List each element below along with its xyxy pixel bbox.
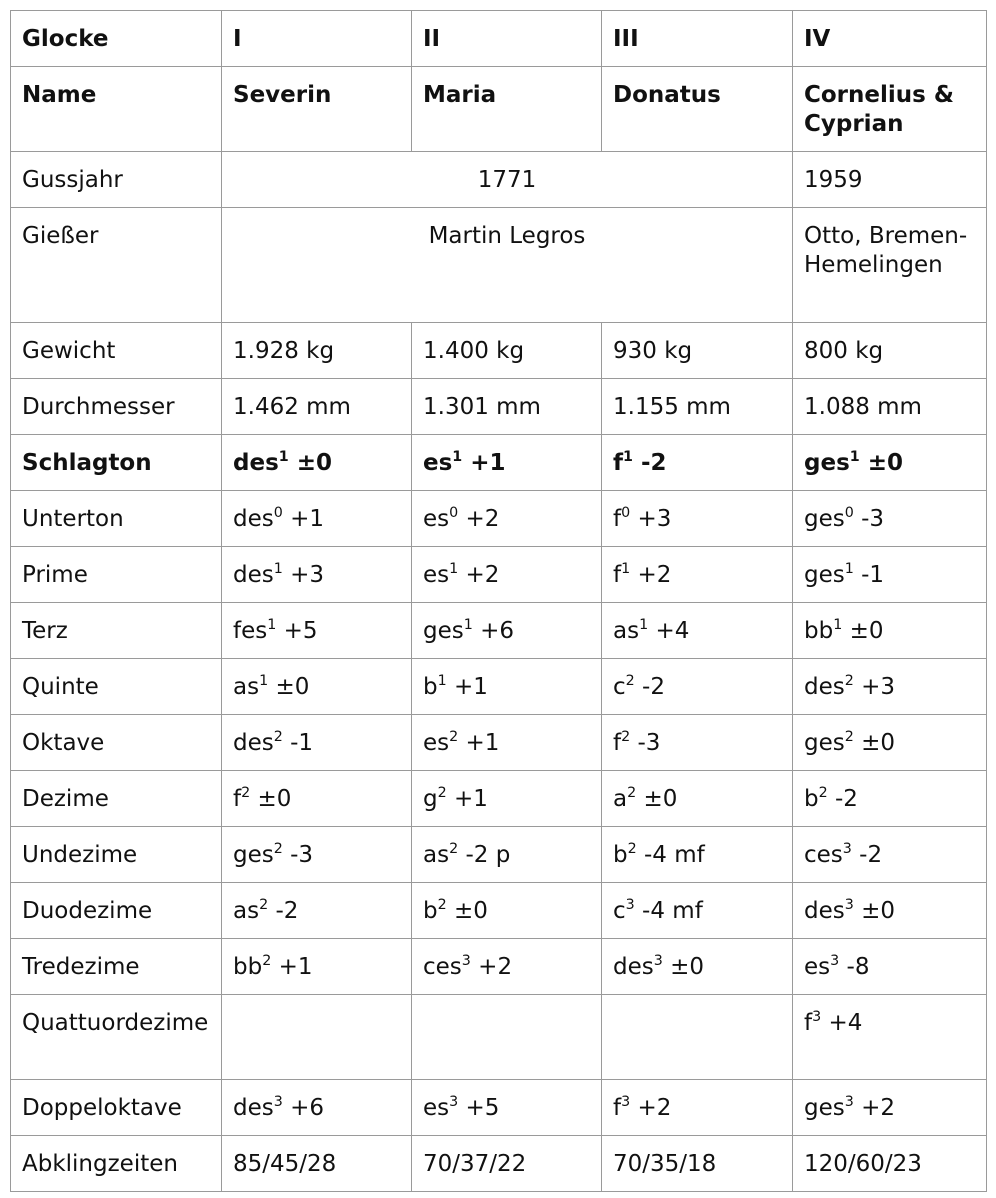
partial-row (11, 603, 987, 659)
deviation: +2 (458, 562, 500, 588)
decay-times: 70/35/18 (602, 1136, 793, 1192)
deviation: ±0 (662, 954, 705, 980)
partial-tone (222, 659, 412, 715)
deviation: +6 (282, 1095, 325, 1121)
note-name: es (423, 1095, 450, 1121)
row-label: Quattuordezime (11, 995, 222, 1080)
bell-name: Donatus (602, 67, 793, 152)
bell-number: I (222, 11, 412, 67)
partial-tone (793, 995, 987, 1080)
doppeloktave-row (11, 1080, 987, 1136)
partial-row (11, 827, 987, 883)
deviation: -2 (634, 674, 665, 700)
row-label: Doppeloktave (11, 1080, 222, 1136)
note-name: ces (804, 842, 843, 868)
octave-index: 0 (621, 504, 631, 521)
octave-index: 1 (849, 448, 860, 465)
diameter: 1.088 mm (793, 379, 987, 435)
deviation: +2 (630, 1095, 672, 1121)
partial-tone (793, 939, 987, 995)
decay-times: 85/45/28 (222, 1136, 412, 1192)
deviation: ±0 (842, 618, 884, 644)
name-row (11, 67, 987, 152)
octave-index: 1 (437, 672, 447, 689)
note-name: ges (233, 842, 274, 868)
row-label: Oktave (11, 715, 222, 771)
octave-index: 1 (621, 560, 631, 577)
octave-index: 0 (273, 504, 283, 521)
diameter: 1.301 mm (412, 379, 602, 435)
partials-body (11, 491, 987, 995)
deviation: ±0 (288, 450, 332, 476)
octave-index: 2 (273, 840, 283, 857)
note-name: es (423, 450, 453, 476)
octave-index: 3 (621, 1093, 631, 1110)
partial-tone (602, 491, 793, 547)
deviation: +2 (630, 562, 672, 588)
partial-tone (793, 883, 987, 939)
note-name: f (233, 786, 242, 812)
deviation: -3 (630, 730, 661, 756)
partial-tone (793, 603, 987, 659)
partial-tone (602, 827, 793, 883)
note-name: ces (423, 954, 462, 980)
partial-row (11, 715, 987, 771)
deviation: +2 (470, 954, 513, 980)
note-name: b (613, 842, 628, 868)
partial-tone (602, 883, 793, 939)
note-name: a (613, 786, 628, 812)
octave-index: 3 (273, 1093, 283, 1110)
weight: 1.928 kg (222, 323, 412, 379)
deviation: +2 (853, 1095, 896, 1121)
note-name: es (423, 506, 450, 532)
bell-name: Severin (222, 67, 412, 152)
note-name: as (233, 674, 260, 700)
partial-tone (412, 491, 602, 547)
deviation: ±0 (853, 730, 896, 756)
octave-index: 2 (844, 728, 854, 745)
note-name: bb (804, 618, 834, 644)
gewicht-row (11, 323, 987, 379)
partial-tone (412, 715, 602, 771)
deviation: -2 (851, 842, 883, 868)
deviation: +4 (648, 618, 690, 644)
deviation: ±0 (250, 786, 292, 812)
note-name: es (804, 954, 831, 980)
note-name: des (613, 954, 654, 980)
note-name: b (804, 786, 819, 812)
partial-tone (222, 827, 412, 883)
bell-number: II (412, 11, 602, 67)
deviation: -1 (282, 730, 314, 756)
octave-index: 3 (625, 896, 635, 913)
partial-row (11, 939, 987, 995)
deviation: +2 (458, 506, 500, 532)
strike-tone (222, 435, 412, 491)
note-name: c (613, 898, 626, 924)
bell-data-table (10, 10, 987, 1192)
row-label: Duodezime (11, 883, 222, 939)
diameter: 1.462 mm (222, 379, 412, 435)
row-label: Tredezime (11, 939, 222, 995)
octave-index: 1 (267, 616, 277, 633)
weight: 930 kg (602, 323, 793, 379)
gussjahr-row (11, 152, 987, 208)
note-name: c (613, 674, 626, 700)
partial-tone (222, 715, 412, 771)
strike-tone (602, 435, 793, 491)
octave-index: 3 (844, 896, 854, 913)
note-name: des (233, 562, 274, 588)
bell-number: III (602, 11, 793, 67)
partial-tone (602, 771, 793, 827)
strike-tone (412, 435, 602, 491)
partial-tone (793, 659, 987, 715)
deviation: +1 (282, 506, 325, 532)
row-label: Quinte (11, 659, 222, 715)
partial-tone (412, 771, 602, 827)
partial-row (11, 547, 987, 603)
partial-row (11, 491, 987, 547)
row-label: Durchmesser (11, 379, 222, 435)
octave-index: 2 (621, 728, 631, 745)
partial-row (11, 883, 987, 939)
note-name: f (613, 450, 624, 476)
partial-tone (793, 491, 987, 547)
partial-tone (412, 659, 602, 715)
deviation: +6 (472, 618, 515, 644)
octave-index: 1 (452, 448, 463, 465)
weight: 800 kg (793, 323, 987, 379)
partial-row (11, 771, 987, 827)
deviation: +1 (446, 786, 488, 812)
empty-cell (222, 995, 412, 1080)
note-name: f (804, 1010, 813, 1036)
weight: 1.400 kg (412, 323, 602, 379)
deviation: -4 mf (634, 898, 703, 924)
empty-cell (412, 995, 602, 1080)
deviation: -1 (853, 562, 885, 588)
bell-name: Maria (412, 67, 602, 152)
octave-index: 2 (259, 896, 269, 913)
partial-tone (793, 547, 987, 603)
partial-tone (222, 491, 412, 547)
note-name: des (233, 506, 274, 532)
partial-tone (222, 883, 412, 939)
note-name: ges (804, 730, 845, 756)
note-name: ges (804, 506, 845, 532)
note-name: f (613, 1095, 622, 1121)
partial-tone (412, 827, 602, 883)
octave-index: 1 (273, 560, 283, 577)
partial-tone (412, 1080, 602, 1136)
note-name: es (423, 562, 450, 588)
deviation: -8 (839, 954, 870, 980)
partial-tone (222, 771, 412, 827)
octave-index: 2 (449, 728, 459, 745)
octave-index: 2 (437, 896, 447, 913)
deviation: +1 (458, 730, 500, 756)
octave-index: 0 (449, 504, 459, 521)
octave-index: 3 (830, 952, 840, 969)
partial-tone (602, 715, 793, 771)
octave-index: 1 (278, 448, 289, 465)
deviation: -2 (268, 898, 299, 924)
octave-index: 3 (812, 1008, 822, 1025)
deviation: ±0 (268, 674, 310, 700)
deviation: -3 (853, 506, 885, 532)
note-name: b (423, 898, 438, 924)
deviation: -2 (632, 450, 667, 476)
abklingzeiten-row (11, 1136, 987, 1192)
octave-index: 2 (627, 784, 637, 801)
partial-tone (412, 603, 602, 659)
row-label: Gießer (11, 208, 222, 323)
row-label: Prime (11, 547, 222, 603)
note-name: des (233, 450, 279, 476)
diameter: 1.155 mm (602, 379, 793, 435)
row-label: Undezime (11, 827, 222, 883)
note-name: ges (804, 450, 850, 476)
note-name: des (233, 1095, 274, 1121)
octave-index: 2 (273, 728, 283, 745)
cast-year-shared: 1771 (222, 152, 793, 208)
partial-tone (602, 547, 793, 603)
note-name: des (233, 730, 274, 756)
deviation: ±0 (636, 786, 678, 812)
note-name: b (423, 674, 438, 700)
octave-index: 2 (818, 784, 828, 801)
note-name: bb (233, 954, 263, 980)
partial-tone (412, 883, 602, 939)
partial-tone (793, 1080, 987, 1136)
giesser-row (11, 208, 987, 323)
note-name: g (423, 786, 438, 812)
octave-index: 2 (449, 840, 459, 857)
octave-index: 2 (262, 952, 272, 969)
octave-index: 3 (842, 840, 852, 857)
decay-times: 120/60/23 (793, 1136, 987, 1192)
partial-row (11, 659, 987, 715)
row-label: Name (11, 67, 222, 152)
octave-index: 1 (463, 616, 473, 633)
partial-tone (412, 939, 602, 995)
note-name: as (233, 898, 260, 924)
row-label: Gewicht (11, 323, 222, 379)
durchmesser-row (11, 379, 987, 435)
deviation: +3 (630, 506, 672, 532)
deviation: +4 (821, 1010, 863, 1036)
partial-tone (602, 939, 793, 995)
deviation: +1 (446, 674, 488, 700)
row-label: Abklingzeiten (11, 1136, 222, 1192)
octave-index: 1 (449, 560, 459, 577)
deviation: ±0 (859, 450, 903, 476)
note-name: f (613, 730, 622, 756)
note-name: des (804, 898, 845, 924)
octave-index: 1 (833, 616, 843, 633)
octave-index: 1 (623, 448, 633, 465)
row-label: Schlagton (11, 435, 222, 491)
octave-index: 0 (844, 504, 854, 521)
octave-index: 2 (241, 784, 251, 801)
row-label: Dezime (11, 771, 222, 827)
note-name: as (613, 618, 640, 644)
deviation: -4 mf (636, 842, 705, 868)
bell-number: IV (793, 11, 987, 67)
quattuordezime-row (11, 995, 987, 1080)
bell-name: Cornelius & Cyprian (793, 67, 987, 152)
deviation: ±0 (853, 898, 896, 924)
deviation: ±0 (446, 898, 488, 924)
schlagton-row (11, 435, 987, 491)
decay-times: 70/37/22 (412, 1136, 602, 1192)
deviation: +1 (462, 450, 506, 476)
deviation: -3 (282, 842, 314, 868)
octave-index: 2 (844, 672, 854, 689)
partial-tone (793, 771, 987, 827)
note-name: f (613, 506, 622, 532)
row-label: Unterton (11, 491, 222, 547)
partial-tone (602, 603, 793, 659)
octave-index: 1 (639, 616, 649, 633)
deviation: +3 (853, 674, 896, 700)
deviation: +3 (282, 562, 325, 588)
partial-tone (222, 547, 412, 603)
note-name: fes (233, 618, 268, 644)
note-name: des (804, 674, 845, 700)
deviation: +5 (458, 1095, 500, 1121)
partial-tone (602, 1080, 793, 1136)
row-label: Gussjahr (11, 152, 222, 208)
deviation: -2 (827, 786, 858, 812)
header-row (11, 11, 987, 67)
deviation: -2 p (458, 842, 511, 868)
partial-tone (793, 827, 987, 883)
partial-tone (793, 715, 987, 771)
note-name: ges (423, 618, 464, 644)
partial-tone (222, 603, 412, 659)
octave-index: 2 (627, 840, 637, 857)
octave-index: 3 (449, 1093, 459, 1110)
octave-index: 2 (625, 672, 635, 689)
deviation: +5 (276, 618, 318, 644)
octave-index: 2 (437, 784, 447, 801)
note-name: as (423, 842, 450, 868)
note-name: ges (804, 1095, 845, 1121)
octave-index: 1 (259, 672, 269, 689)
row-label: Glocke (11, 11, 222, 67)
note-name: f (613, 562, 622, 588)
empty-cell (602, 995, 793, 1080)
octave-index: 3 (653, 952, 663, 969)
partial-tone (222, 1080, 412, 1136)
partial-tone (412, 547, 602, 603)
founder: Otto, Bremen-Hemelingen (793, 208, 987, 323)
note-name: es (423, 730, 450, 756)
note-name: ges (804, 562, 845, 588)
partial-tone (602, 659, 793, 715)
octave-index: 3 (844, 1093, 854, 1110)
founder-shared: Martin Legros (222, 208, 793, 323)
deviation: +1 (271, 954, 313, 980)
cast-year: 1959 (793, 152, 987, 208)
octave-index: 1 (844, 560, 854, 577)
octave-index: 3 (461, 952, 471, 969)
partial-tone (222, 939, 412, 995)
strike-tone (793, 435, 987, 491)
row-label: Terz (11, 603, 222, 659)
